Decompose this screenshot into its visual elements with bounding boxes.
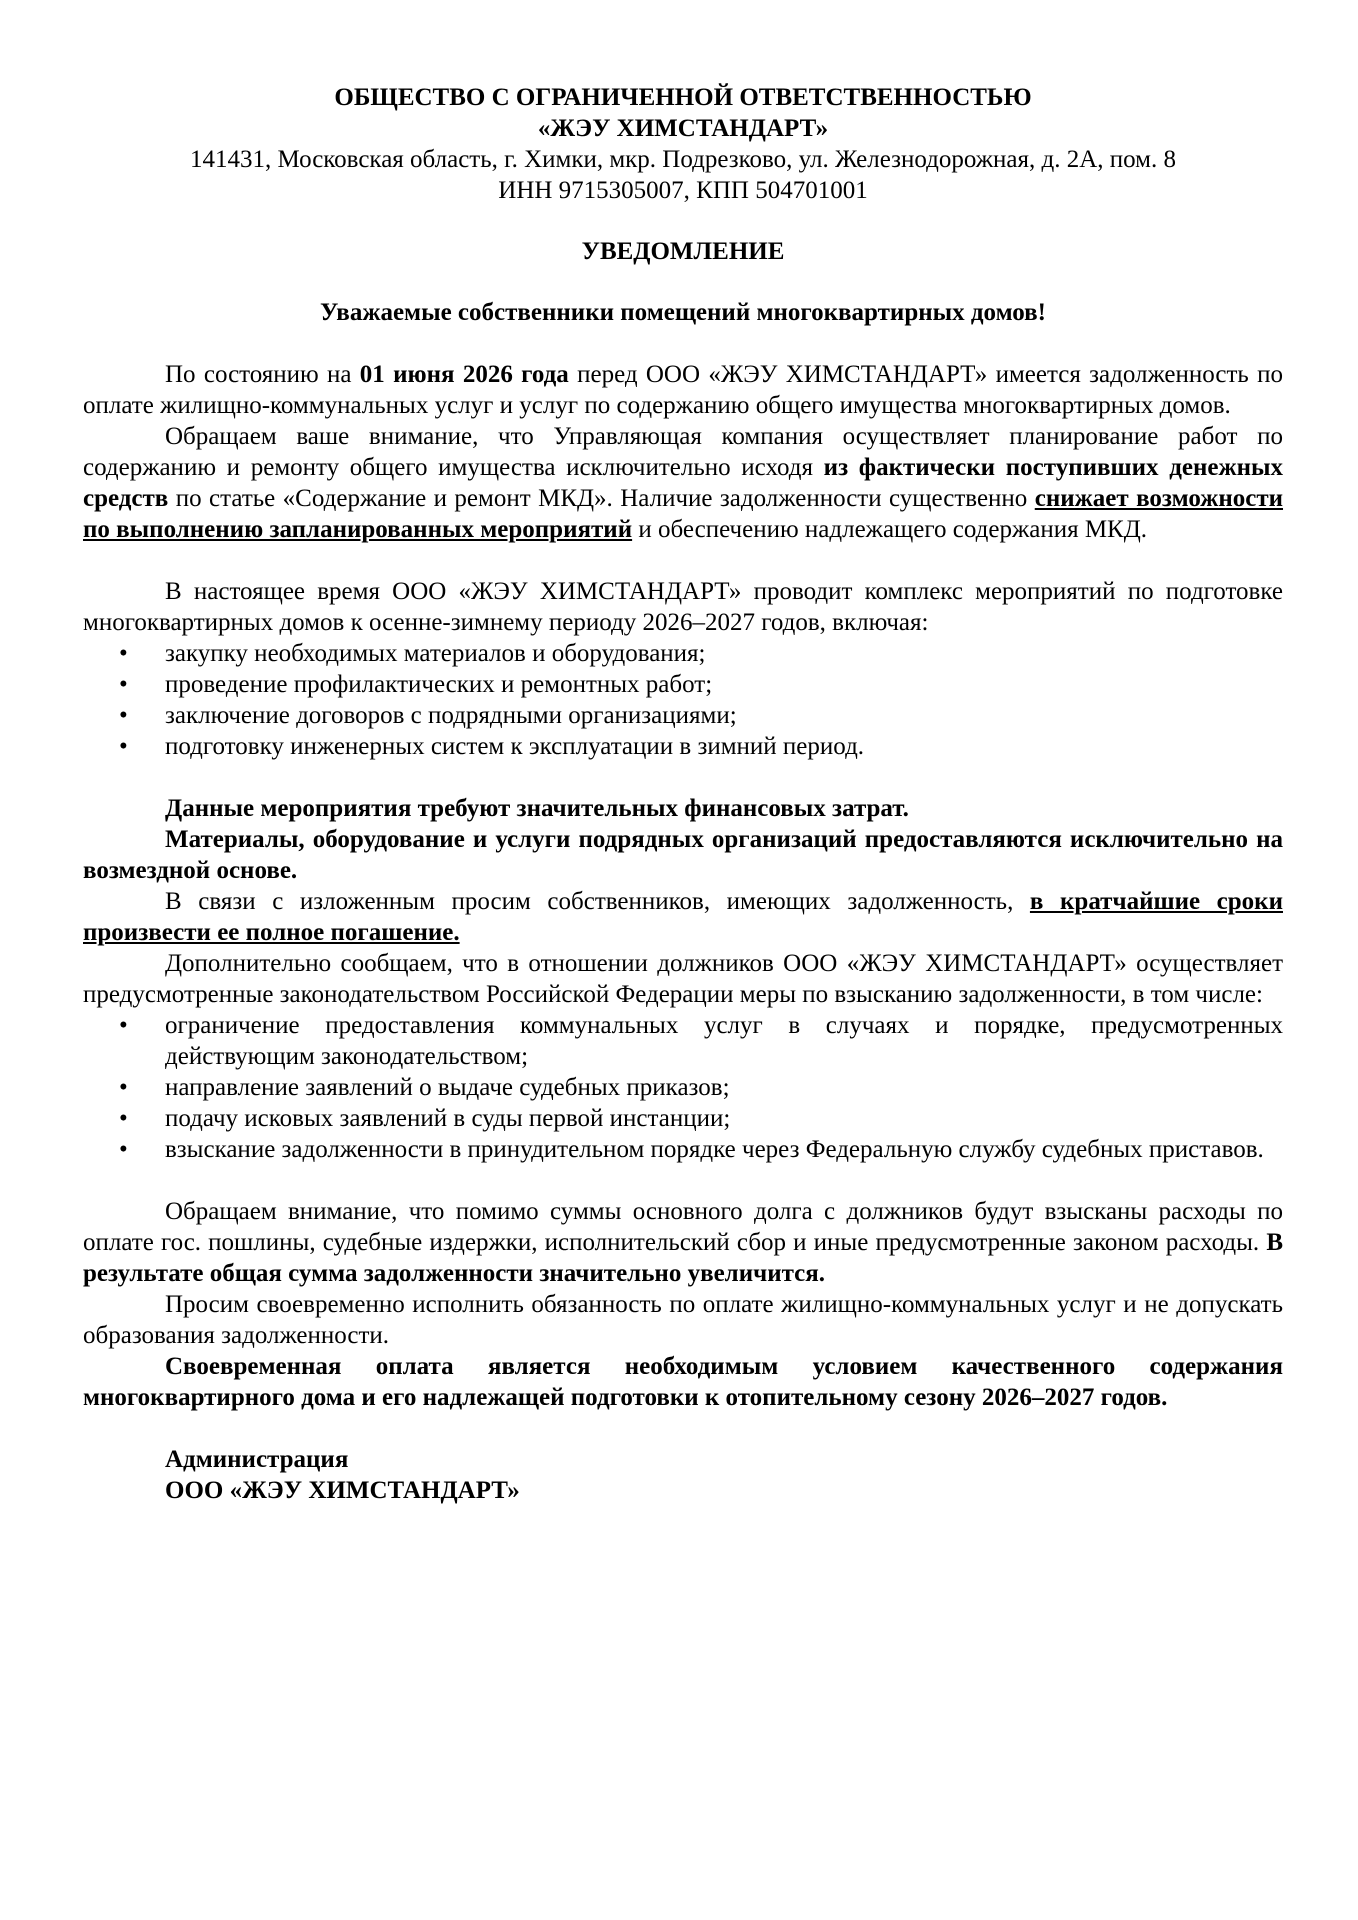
paragraph-paid-basis: Материалы, оборудование и услуги подрядных организаций предоставляются исключительно на возмездной основе. (83, 826, 1283, 884)
paragraph-extra-costs: Обращаем внимание, что помимо суммы основного долга с должников будут взысканы расходы по оплате гос. пошлины, судебные издержки, исполнительский сбор и иные предусмотренные законом расходы. В результате общая сумма задолженности значительно увеличится. (83, 1198, 1283, 1287)
org-name-line1: ОБЩЕСТВО С ОГРАНИЧЕННОЙ ОТВЕТСТВЕННОСТЬЮ (334, 84, 1032, 111)
paragraph-measures: Дополнительно сообщаем, что в отношении должников ООО «ЖЭУ ХИМСТАНДАРТ» осуществляет предусмотренные законодательством Российской Федерации меры по взысканию задолженности, в том числе: (83, 950, 1283, 1008)
bullet-icon: • (119, 640, 128, 667)
paragraph-preparation: В настоящее время ООО «ЖЭУ ХИМСТАНДАРТ» проводит комплекс мероприятий по подготовке многоквартирных домов к осенне-зимнему периоду 2026–2027 годов, включая: (83, 578, 1283, 636)
bullet-icon: • (119, 1012, 128, 1039)
paragraph-costs: Данные мероприятия требуют значительных финансовых затрат. (165, 795, 909, 822)
list-item: • взыскание задолженности в принудительном порядке через Федеральную службу судебных приставов. (119, 1136, 1264, 1163)
org-name-line2: «ЖЭУ ХИМСТАНДАРТ» (537, 115, 829, 142)
debt-date: 01 июня 2026 года (359, 361, 569, 388)
paragraph-pay-on-time: Просим своевременно исполнить обязанность по оплате жилищно-коммунальных услуг и не допускать образования задолженности. (83, 1291, 1283, 1349)
notice-title: УВЕДОМЛЕНИЕ (581, 238, 785, 265)
paragraph-conclusion: Своевременная оплата является необходимым условием качественного содержания многоквартирного дома и его надлежащей подготовки к отопительному сезону 2026–2027 годов. (83, 1353, 1283, 1411)
list-item: • заключение договоров с подрядными организациями; (119, 702, 737, 729)
bullet-icon: • (119, 733, 128, 760)
bullet-icon: • (119, 671, 128, 698)
bullet-icon: • (119, 1136, 128, 1163)
list-item: • подачу исковых заявлений в суды первой инстанции; (119, 1105, 731, 1132)
list-item: • ограничение предоставления коммунальных услуг в случаях и порядке, предусмотренных действующим законодательством; (119, 1012, 1283, 1070)
list-item: • подготовку инженерных систем к эксплуатации в зимний период. (119, 733, 865, 760)
paragraph-debt-status: По состоянию на 01 июня 2026 года перед ООО «ЖЭУ ХИМСТАНДАРТ» имеется задолженность по оплате жилищно-коммунальных услуг и услуг по содержанию общего имущества многоквартирных домов. (83, 361, 1283, 419)
bullet-icon: • (119, 702, 128, 729)
list-item: • проведение профилактических и ремонтных работ; (119, 671, 713, 698)
notice-document (83, 82, 1283, 1506)
measures-list (83, 1010, 1283, 1165)
bullet-icon: • (119, 1074, 128, 1101)
org-address: 141431, Московская область, г. Химки, мкр. Подрезково, ул. Железнодорожная, д. 2А, пом. 8 (189, 146, 1177, 173)
org-inn-kpp: ИНН 9715305007, КПП 504701001 (498, 177, 868, 204)
paragraph-request: В связи с изложенным просим собственников, имеющих задолженность, в кратчайшие сроки произвести ее полное погашение. (83, 888, 1283, 946)
list-item: • закупку необходимых материалов и оборудования; (119, 640, 706, 667)
bullet-icon: • (119, 1105, 128, 1132)
greeting: Уважаемые собственники помещений многоквартирных домов! (320, 299, 1046, 326)
paragraph-planning: Обращаем ваше внимание, что Управляющая компания осуществляет планирование работ по содержанию и ремонту общего имущества исключительно исходя из фактически поступивших денежных средств по статье «Содержание и ремонт МКД». Наличие задолженности существенно снижает возможности по выполнению запланированных мероприятий и обеспечению надлежащего содержания МКД. (83, 423, 1284, 543)
list-item: • направление заявлений о выдаче судебных приказов; (119, 1074, 730, 1101)
preparation-list (83, 638, 1283, 762)
signature-line1: Администрация (165, 1446, 349, 1473)
signature-line2: ООО «ЖЭУ ХИМСТАНДАРТ» (165, 1477, 520, 1504)
